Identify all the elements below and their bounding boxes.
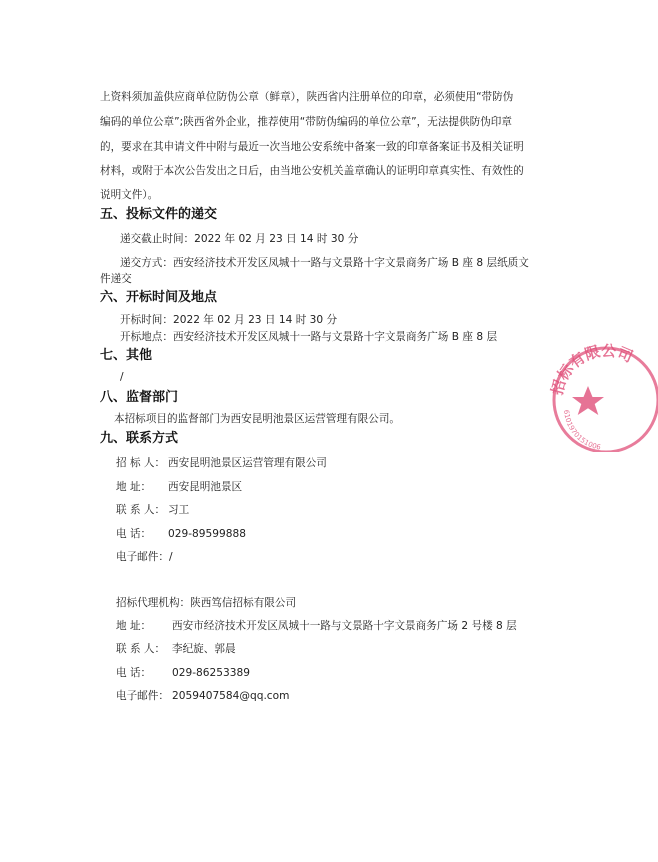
buyer-phone-label: 电 话： (116, 528, 152, 540)
seal-arc-text (548, 342, 635, 398)
section7-content: / (120, 371, 124, 383)
buyer-phone-row (116, 527, 246, 541)
seal-arc-textpath: 招标有限公司 (548, 342, 636, 397)
agency-contact: 李纪旋、郭晨 (172, 643, 236, 655)
agency-phone-row (116, 666, 250, 680)
buyer-contact-label: 联 系 人： (116, 504, 166, 516)
agency-name-label: 招标代理机构： (116, 597, 191, 609)
section5-method-line2: 件递交 (100, 273, 132, 285)
agency-email-row (116, 689, 289, 703)
section6-time: 开标时间：2022 年 02 月 23 日 14 时 30 分 (120, 314, 338, 326)
section8-content: 本招标项目的监督部门为西安昆明池景区运营管理有限公司。 (114, 413, 401, 425)
section6-place: 开标地点：西安经济技术开发区凤城十一路与文景路十字文景商务广场 B 座 8 层 (120, 331, 498, 343)
seal-number-textpath: 6101970151006 (561, 409, 602, 452)
agency-address: 西安市经济技术开发区凤城十一路与文景路十字文景商务广场 2 号楼 8 层 (172, 620, 517, 632)
section7-heading: 七、其他 (100, 348, 153, 363)
buyer-email-label: 电子邮件： (116, 551, 169, 563)
agency-phone: 029-86253389 (172, 667, 250, 679)
agency-phone-label: 电 话： (116, 667, 152, 679)
section8-heading: 八、监督部门 (100, 390, 179, 405)
agency-email-label: 电子邮件： (116, 690, 169, 702)
agency-name: 陕西笃信招标有限公司 (190, 597, 297, 609)
intro-line-5: 说明文件）。 (100, 189, 159, 201)
buyer-name-row (116, 456, 327, 470)
buyer-email: / (168, 551, 173, 563)
section9-heading: 九、联系方式 (100, 431, 179, 446)
agency-name-row (116, 596, 296, 610)
buyer-address-label: 地 址： (116, 481, 152, 493)
buyer-contact-row (116, 503, 189, 517)
intro-line-2: 编码的单位公章”;陕西省外企业，推荐使用“带防伪编码的单位公章”，无法提供防伪印章 (100, 116, 512, 128)
section6-heading: 六、开标时间及地点 (100, 290, 218, 305)
seal-star-icon (572, 386, 604, 415)
agency-contact-label: 联 系 人： (116, 643, 166, 655)
buyer-phone: 029-89599888 (168, 528, 246, 540)
agency-address-label: 地 址： (116, 620, 152, 632)
company-seal-stamp (548, 342, 658, 452)
buyer-email-row (116, 550, 173, 564)
buyer-address: 西安昆明池景区 (168, 481, 243, 493)
intro-line-3: 的，要求在其申请文件中附与最近一次当地公安系统中备案一致的印章备案证书及相关证明 (100, 141, 524, 153)
agency-address-row (116, 619, 517, 633)
section5-method-line1: 递交方式：西安经济技术开发区凤城十一路与文景路十字文景商务广场 B 座 8 层纸质文 (120, 257, 529, 269)
buyer-address-row (116, 480, 242, 494)
seal-outer-ring (554, 348, 658, 452)
intro-line-4: 材料，或附于本次公告发出之日后，由当地公安机关盖章确认的证明印章真实性、有效性的 (100, 165, 524, 177)
section5-deadline: 递交截止时间：2022 年 02 月 23 日 14 时 30 分 (120, 233, 359, 245)
buyer-name-label: 招 标 人： (116, 457, 166, 469)
buyer-contact: 习工 (168, 504, 190, 516)
intro-line-1: 上资料须加盖供应商单位防伪公章（鲜章），陕西省内注册单位的印章，必须使用“带防伪 (100, 91, 514, 103)
agency-contact-row (116, 642, 236, 656)
section5-heading: 五、投标文件的递交 (100, 207, 218, 222)
buyer-name: 西安昆明池景区运营管理有限公司 (168, 457, 327, 469)
agency-email: 2059407584@qq.com (172, 690, 290, 702)
